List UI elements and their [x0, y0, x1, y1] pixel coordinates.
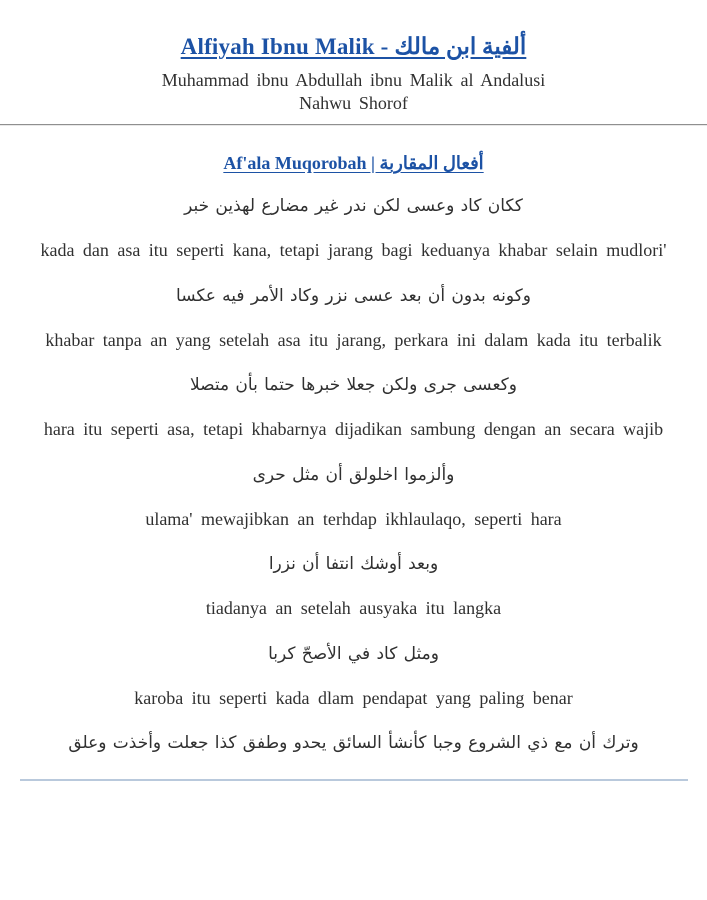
header-divider: [0, 124, 707, 126]
section-heading-link[interactable]: Af'ala Muqorobah | أفعال المقاربة: [223, 153, 484, 173]
verse-arabic-line: ومثل كاد في الأصحّ كربا: [268, 643, 439, 663]
page-title: [0, 34, 707, 60]
verse-arabic-line: وترك أن مع ذي الشروع وجبا كأنشأ السائق يحدو وطفق كذا جعلت وأخذت وعلق: [68, 733, 639, 753]
verse-translation: khabar tanpa an yang setelah asa itu jarang, perkara ini dalam kada itu terbalik: [45, 329, 662, 350]
verse-translation: kada dan asa itu seperti kana, tetapi jarang bagi keduanya khabar selain mudlori': [40, 240, 667, 260]
verse-list: [0, 196, 707, 753]
footer-divider: [20, 779, 688, 781]
verse-arabic-line: وكعسى جرى ولكن جعلا خبرها حتما بأن متصلا: [190, 375, 517, 395]
verse-block: [0, 286, 707, 354]
verse-arabic-line: وألزموا اخلولق أن مثل حرى: [252, 464, 455, 484]
verse-block: [0, 196, 707, 264]
verse-translation: hara itu seperti asa, tetapi khabarnya dijadikan sambung dengan an secara wajib: [43, 419, 664, 440]
section-heading: [0, 153, 707, 174]
verse-block: [0, 375, 707, 443]
category-line: Nahwu Shorof: [299, 93, 408, 113]
verse-block: [0, 554, 707, 622]
verse-block: [0, 465, 707, 533]
document-body: [0, 153, 707, 753]
verse-block: [0, 644, 707, 712]
verse-translation: karoba itu seperti kada dlam pendapat yang paling benar: [134, 687, 573, 708]
verse-translation: tiadanya an setelah ausyaka itu langka: [205, 598, 502, 619]
author-line: Muhammad ibnu Abdullah ibnu Malik al Andalusi: [161, 70, 546, 90]
verse-block: [0, 733, 707, 753]
document-header: [0, 34, 707, 114]
page-title-link[interactable]: Alfiyah Ibnu Malik - ألفية ابن مالك: [180, 34, 527, 59]
verse-arabic-line: ككان كاد وعسى لكن ندر غير مضارع لهذين خبر: [184, 196, 523, 215]
verse-translation: ulama' mewajibkan an terhdap ikhlaulaqo, seperti hara: [145, 508, 562, 529]
verse-arabic-line: وكونه بدون أن بعد عسى نزر وكاد الأمر فيه عكسا: [176, 285, 531, 305]
verse-arabic-line: وبعد أوشك انتفا أن نزرا: [268, 554, 439, 574]
